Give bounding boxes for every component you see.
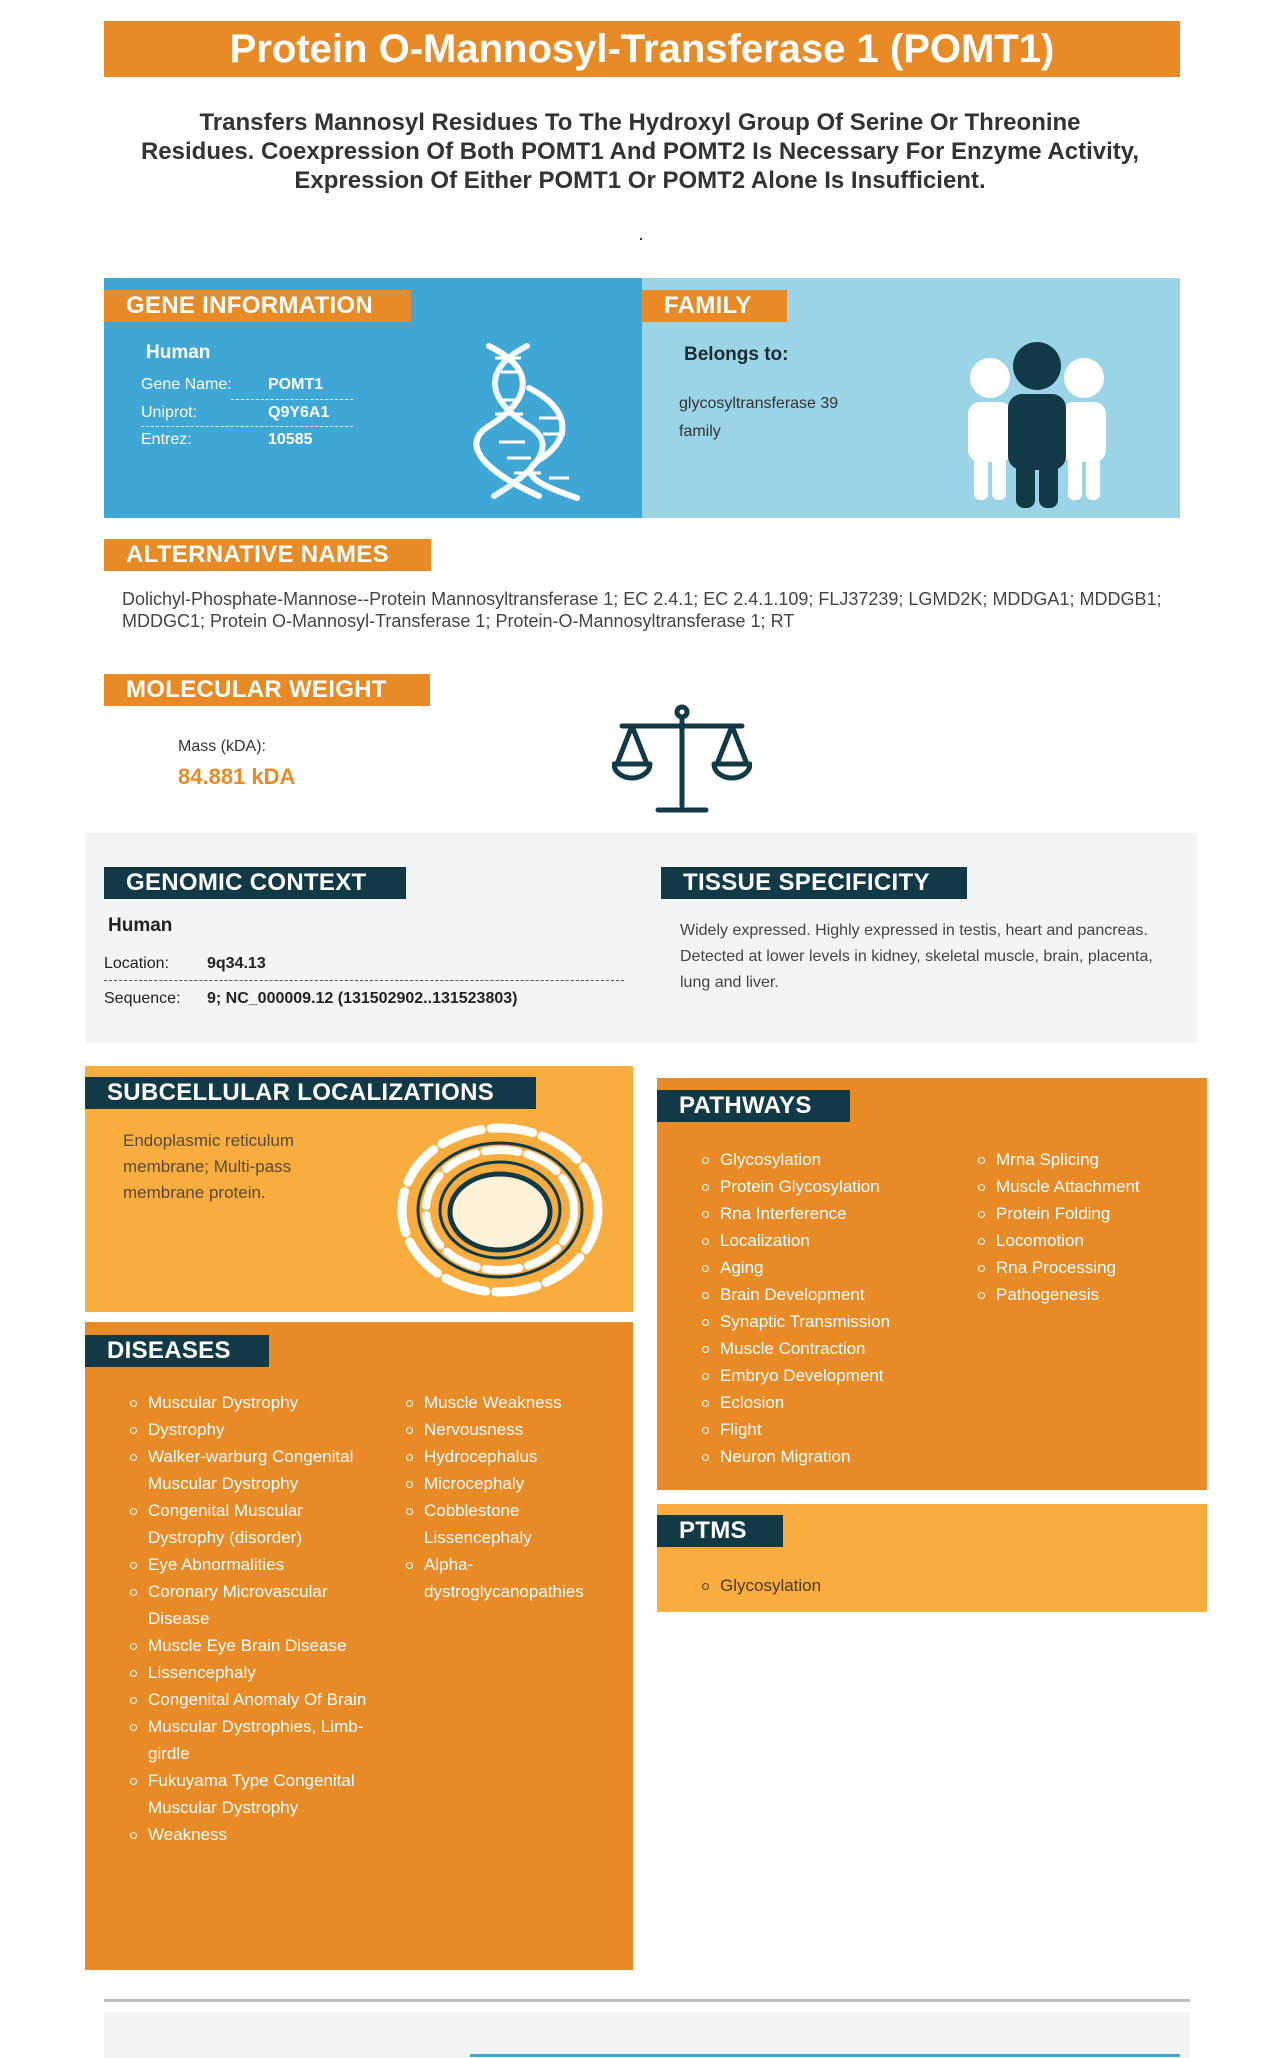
pathway-item: Brain Development [700,1281,960,1308]
ptm-item: Glycosylation [700,1572,1000,1599]
ptms-header: PTMS [657,1515,783,1547]
ptms-list [700,1572,1000,1599]
pathway-item: Embryo Development [700,1362,960,1389]
pathways-list-1 [700,1146,960,1470]
molecular-weight-header: MOLECULAR WEIGHT [104,674,430,706]
protein-summary: Transfers Mannosyl Residues To The Hydroxyl Group Of Serine Or Threonine Residues. Coexpression Of Both POMT1 And POMT2 Is Necessary For Enzyme Activity, Expression Of Either POMT1 Or POMT2 Alone Is Insufficient. [140,109,1140,194]
disease-item: Fukuyama Type Congenital Muscular Dystrophy [128,1767,368,1821]
pathway-item: Muscle Contraction [700,1335,960,1362]
genomic-context-header: GENOMIC CONTEXT [104,867,406,899]
disease-item: Coronary Microvascular Disease [128,1578,368,1632]
gene-information-panel [104,278,642,518]
location-label: Location: [104,955,169,972]
entrez-row [141,431,351,451]
disease-item: Congenital Anomaly Of Brain [128,1686,368,1713]
people-icon [962,340,1112,510]
location-value: 9q34.13 [207,955,266,972]
pathway-item: Neuron Migration [700,1443,960,1470]
pathway-item: Muscle Attachment [976,1173,1196,1200]
pathway-item: Glycosylation [700,1146,960,1173]
diseases-list-2 [404,1389,614,1605]
disease-item: Muscular Dystrophies, Limb-girdle [128,1713,368,1767]
disease-item: Nervousness [404,1416,614,1443]
disease-item: Muscle Weakness [404,1389,614,1416]
gene-name-row [141,376,351,396]
pathway-item: Rna Interference [700,1200,960,1227]
pathway-item: Eclosion [700,1389,960,1416]
disease-item: Lissencephaly [128,1659,368,1686]
footer-band [104,2012,1190,2058]
subcellular-text: Endoplasmic reticulum membrane; Multi-pass membrane protein. [123,1131,295,1202]
disease-item: Cobblestone Lissencephaly [404,1497,614,1551]
pathway-item: Pathogenesis [976,1281,1196,1308]
gene-name-value: POMT1 [268,376,324,393]
uniprot-row-divider [141,426,353,427]
genomic-species: Human [108,915,173,936]
family-belongs-label: Belongs to: [684,344,789,365]
disease-item: Microcephaly [404,1470,614,1497]
entrez-value[interactable]: 10585 [268,431,313,448]
endoplasmic-reticulum-icon [395,1110,605,1300]
tissue-specificity-header: TISSUE SPECIFICITY [661,867,967,899]
family-text: glycosyltransferase 39 family [679,395,839,440]
pathways-header: PATHWAYS [657,1090,850,1122]
pathway-item: Synaptic Transmission [700,1308,960,1335]
entrez-label: Entrez: [141,431,192,448]
disease-item: Alpha-dystroglycanopathies [404,1551,614,1605]
family-header: FAMILY [642,290,787,322]
location-divider [104,980,624,981]
mass-value: 84.881 kDA [178,764,296,789]
pathway-item: Protein Folding [976,1200,1196,1227]
disease-item: Dystrophy [128,1416,368,1443]
pathway-item: Protein Glycosylation [700,1173,960,1200]
uniprot-label: Uniprot: [141,404,198,421]
pathway-item: Rna Processing [976,1254,1196,1281]
sequence-label: Sequence: [104,990,181,1007]
uniprot-value[interactable]: Q9Y6A1 [268,404,330,421]
footer-accent-line [470,2054,1180,2057]
pathway-item: Aging [700,1254,960,1281]
family-panel [642,278,1180,518]
disease-item: Weakness [128,1821,368,1848]
disease-item: Muscle Eye Brain Disease [128,1632,368,1659]
gene-name-label: Gene Name: [141,376,232,393]
subcellular-header: SUBCELLULAR LOCALIZATIONS [85,1077,536,1109]
scale-icon [612,702,752,820]
mass-label: Mass (kDA): [178,738,266,755]
disease-item: Walker-warburg Congenital Muscular Dystrophy [128,1443,368,1497]
page-title: Protein O-Mannosyl-Transferase 1 (POMT1) [104,21,1180,77]
pathway-item: Localization [700,1227,960,1254]
footer-divider [104,1999,1190,2002]
pathways-list-2 [976,1146,1196,1308]
sequence-value: 9; NC_000009.12 (131502902..131523803) [207,990,518,1007]
pathway-item: Locomotion [976,1227,1196,1254]
alternative-names-text: Dolichyl-Phosphate-Mannose--Protein Mannosyltransferase 1; EC 2.4.1; EC 2.4.1.109; FLJ37239; LGMD2K; MDDGA1; MDDGB1; MDDGC1; Protein O-Mannosyl-Transferase 1; Protein-O-Mannosyltransferase 1; RT [122,589,1162,631]
pathway-item: Mrna Splicing [976,1146,1196,1173]
uniprot-row [141,404,351,424]
disease-item: Eye Abnormalities [128,1551,368,1578]
disease-item: Hydrocephalus [404,1443,614,1470]
alternative-names-header: ALTERNATIVE NAMES [104,539,431,571]
gene-species: Human [146,342,211,363]
gene-information-header: GENE INFORMATION [104,290,411,322]
tissue-specificity-text: Widely expressed. Highly expressed in testis, heart and pancreas. Detected at lower levels in kidney, skeletal muscle, brain, placenta, lung and liver. [680,922,1153,991]
gene-row-divider [231,399,353,400]
separator-dot [640,238,642,240]
dna-icon [459,338,609,503]
disease-item: Muscular Dystrophy [128,1389,368,1416]
diseases-header: DISEASES [85,1335,269,1367]
disease-item: Congenital Muscular Dystrophy (disorder) [128,1497,368,1551]
pathway-item: Flight [700,1416,960,1443]
diseases-list-1 [128,1389,368,1848]
